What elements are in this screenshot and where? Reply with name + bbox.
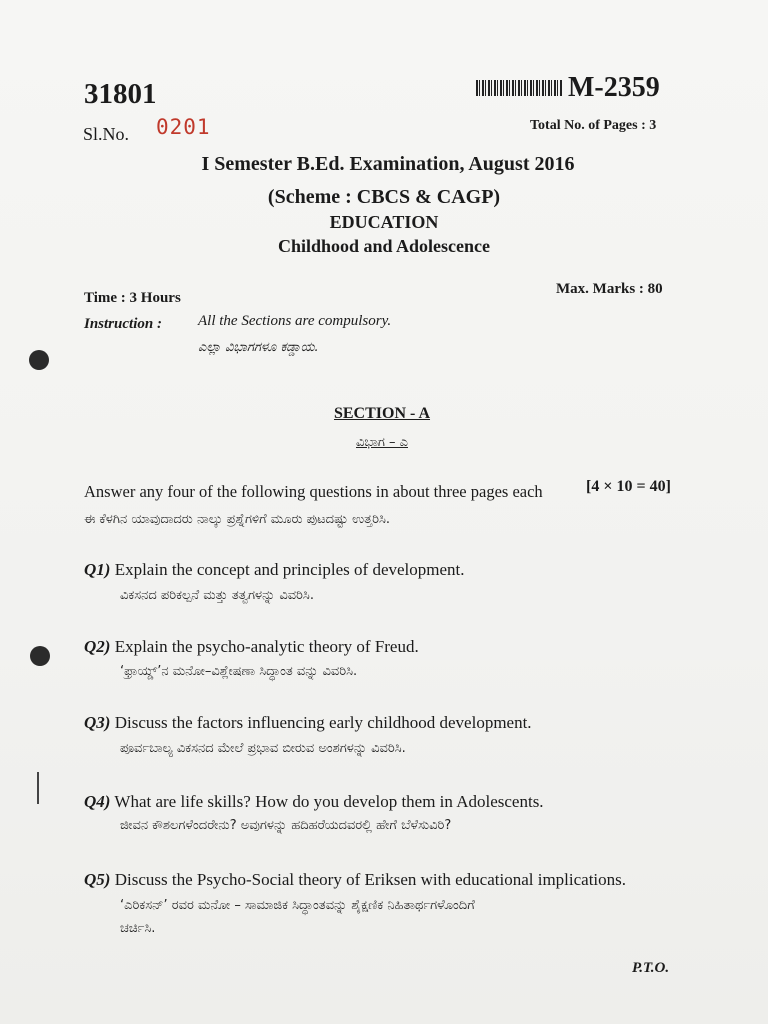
- scheme: (Scheme : CBCS & CAGP): [267, 186, 501, 208]
- instruction-label: Instruction :: [84, 316, 162, 332]
- margin-mark: [37, 772, 39, 804]
- paper-title: Childhood and Adolescence: [277, 236, 491, 256]
- question-4: [84, 792, 544, 812]
- question-2-kannada: ‘ಫ್ರಾಯ್ಡ್’ನ ಮನೋ–ವಿಶ್ಲೇಷಣಾ ಸಿದ್ಧಾಂತ ವನ್ನು ವಿವರಿಸಿ.: [120, 664, 358, 679]
- question-number: Q5): [84, 870, 111, 889]
- sl-no-label: Sl.No.: [83, 124, 130, 144]
- paper-code-block: [476, 72, 660, 104]
- question-5: [84, 870, 626, 890]
- instruction-text: All the Sections are compulsory.: [198, 313, 392, 329]
- question-text: Explain the psycho-analytic theory of Freud.: [114, 637, 419, 656]
- section-marks: [4 × 10 = 40]: [586, 478, 671, 495]
- section-heading-kannada: ವಿಭಾಗ – ಎ: [356, 435, 408, 450]
- punch-hole-bottom: [30, 646, 50, 666]
- paper-code: M-2359: [568, 72, 660, 103]
- subject: EDUCATION: [329, 212, 439, 232]
- question-number: Q4): [84, 792, 111, 811]
- question-text: Discuss the factors influencing early childhood development.: [114, 713, 532, 732]
- question-text: Explain the concept and principles of development.: [114, 560, 465, 579]
- question-1-kannada: ವಿಕಸನದ ಪರಿಕಲ್ಪನೆ ಮತ್ತು ತತ್ವಗಳನ್ನು ವಿವರಿಸಿ.: [120, 588, 314, 603]
- question-5-kannada-cont: ಚರ್ಚಿಸಿ.: [120, 921, 156, 936]
- section-heading: SECTION - A: [333, 405, 431, 422]
- pto: P.T.O.: [632, 960, 670, 976]
- question-3-kannada: ಪೂರ್ವಬಾಲ್ಯ ವಿಕಸನದ ಮೇಲೆ ಪ್ರಭಾವ ಬೀರುವ ಅಂಶಗಳನ್ನು ವಿವರಿಸಿ.: [120, 741, 406, 756]
- question-number: Q2): [84, 637, 111, 656]
- question-4-kannada: ಜೀವನ ಕೌಶಲಗಳೆಂದರೇನು? ಅವುಗಳನ್ನು ಹದಿಹರೆಯದವರಲ್ಲಿ ಹೇಗೆ ಬೆಳೆಸುವಿರಿ?: [120, 818, 452, 833]
- barcode-icon: [476, 80, 562, 96]
- section-directive: Answer any four of the following questions in about three pages each: [84, 482, 543, 501]
- question-5-kannada: ‘ಎರಿಕಸನ್’ ರವರ ಮನೋ – ಸಾಮಾಜಿಕ ಸಿದ್ಧಾಂತವನ್ನು ಶೈಕ್ಷಣಿಕ ನಿಹಿತಾರ್ಥಗಳೊಂದಿಗೆ: [120, 898, 475, 913]
- section-directive-kannada: ಈ ಕೆಳಗಿನ ಯಾವುದಾದರು ನಾಲ್ಕು ಪ್ರಶ್ನೆಗಳಿಗೆ ಮೂರು ಪುಟದಷ್ಟು ಉತ್ತರಿಸಿ.: [84, 512, 391, 527]
- instruction-kannada: ಎಲ್ಲಾ ವಿಭಾಗಗಳೂ ಕಡ್ಡಾಯ.: [198, 340, 319, 355]
- punch-hole-top: [29, 350, 49, 370]
- sl-no-value: 0201: [156, 115, 211, 139]
- question-number: Q3): [84, 713, 111, 732]
- question-text: What are life skills? How do you develop them in Adolescents.: [114, 792, 544, 811]
- exam-code: 31801: [84, 78, 157, 110]
- time: Time : 3 Hours: [84, 290, 181, 306]
- total-pages: Total No. of Pages : 3: [530, 118, 657, 133]
- question-text: Discuss the Psycho-Social theory of Eriksen with educational implications.: [114, 870, 627, 889]
- max-marks: Max. Marks : 80: [556, 281, 663, 297]
- question-number: Q1): [84, 560, 111, 579]
- question-2: [84, 637, 419, 657]
- question-1: [84, 560, 465, 580]
- exam-title: I Semester B.Ed. Examination, August 2016: [201, 153, 575, 175]
- question-3: [84, 713, 532, 733]
